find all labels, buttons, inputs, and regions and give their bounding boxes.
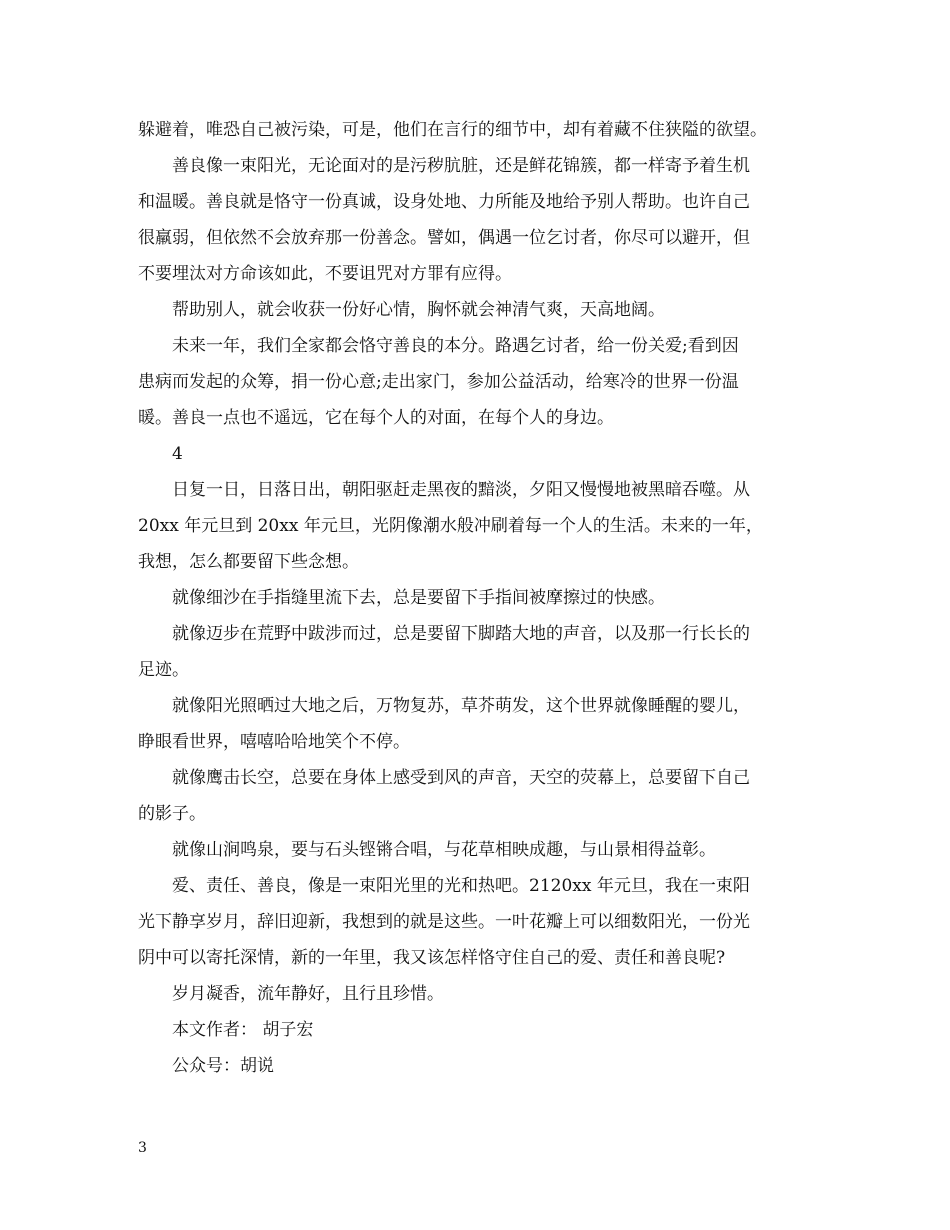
text-line: 阴中可以寄托深情，新的一年里，我又该怎样恪守住自己的爱、责任和善良呢? — [138, 948, 726, 968]
text-line: 就像阳光照晒过大地之后，万物复苏，草芥萌发，这个世界就像睡醒的婴儿， — [172, 696, 750, 716]
text-line: 就像山涧鸣泉，要与石头铿锵合唱，与花草相映成趣，与山景相得益彰。 — [172, 840, 716, 860]
text-line: 日复一日，日落日出，朝阳驱赶走黑夜的黯淡，夕阳又慢慢地被黑暗吞噬。从 — [172, 480, 750, 500]
text-line: 公众号：胡说 — [172, 1056, 274, 1076]
page-number: 3 — [138, 1140, 147, 1156]
text-line: 睁眼看世界，嘻嘻哈哈地笑个不停。 — [138, 732, 410, 752]
text-line: 4 — [172, 444, 183, 464]
text-line: 就像迈步在荒野中跋涉而过，总是要留下脚踏大地的声音，以及那一行长长的 — [172, 624, 750, 644]
text-line: 躲避着，唯恐自己被污染，可是，他们在言行的细节中，却有着藏不住狭隘的欲望。 — [138, 120, 767, 140]
text-line: 爱、责任、善良，像是一束阳光里的光和热吧。2120xx 年元旦，我在一束阳 — [172, 876, 750, 896]
text-line: 暖。善良一点也不遥远，它在每个人的对面，在每个人的身边。 — [138, 408, 614, 428]
text-line: 本文作者： 胡子宏 — [172, 1020, 314, 1040]
text-line: 岁月凝香，流年静好，且行且珍惜。 — [172, 984, 444, 1004]
text-line: 就像细沙在手指缝里流下去，总是要留下手指间被摩擦过的快感。 — [172, 588, 665, 608]
text-line: 患病而发起的众筹，捐一份心意;走出家门，参加公益活动，给寒冷的世界一份温 — [138, 372, 739, 392]
text-line: 未来一年，我们全家都会恪守善良的本分。路遇乞讨者，给一份关爱;看到因 — [172, 336, 739, 356]
text-line: 就像鹰击长空，总要在身体上感受到风的声音，天空的荧幕上，总要留下自己 — [172, 768, 750, 788]
text-line: 帮助别人，就会收获一份好心情，胸怀就会神清气爽，天高地阔。 — [172, 300, 665, 320]
text-line: 光下静享岁月，辞旧迎新，我想到的就是这些。一叶花瓣上可以细数阳光，一份光 — [138, 912, 750, 932]
text-line: 20xx 年元旦到 20xx 年元旦，光阴像潮水般冲刷着每一个人的生活。未来的一年， — [138, 516, 763, 536]
text-line: 的影子。 — [138, 804, 206, 824]
text-line: 和温暖。善良就是恪守一份真诚，设身处地、力所能及地给予别人帮助。也许自己 — [138, 192, 750, 212]
text-line: 我想，怎么都要留下些念想。 — [138, 552, 359, 572]
text-line: 善良像一束阳光，无论面对的是污秽肮脏，还是鲜花锦簇，都一样寄予着生机 — [172, 156, 750, 176]
body-text — [138, 112, 818, 1084]
text-line: 很羸弱，但依然不会放弃那一份善念。譬如，偶遇一位乞讨者，你尽可以避开，但 — [138, 228, 750, 248]
text-line: 足迹。 — [138, 660, 189, 680]
text-line: 不要埋汰对方命该如此，不要诅咒对方罪有应得。 — [138, 264, 512, 284]
